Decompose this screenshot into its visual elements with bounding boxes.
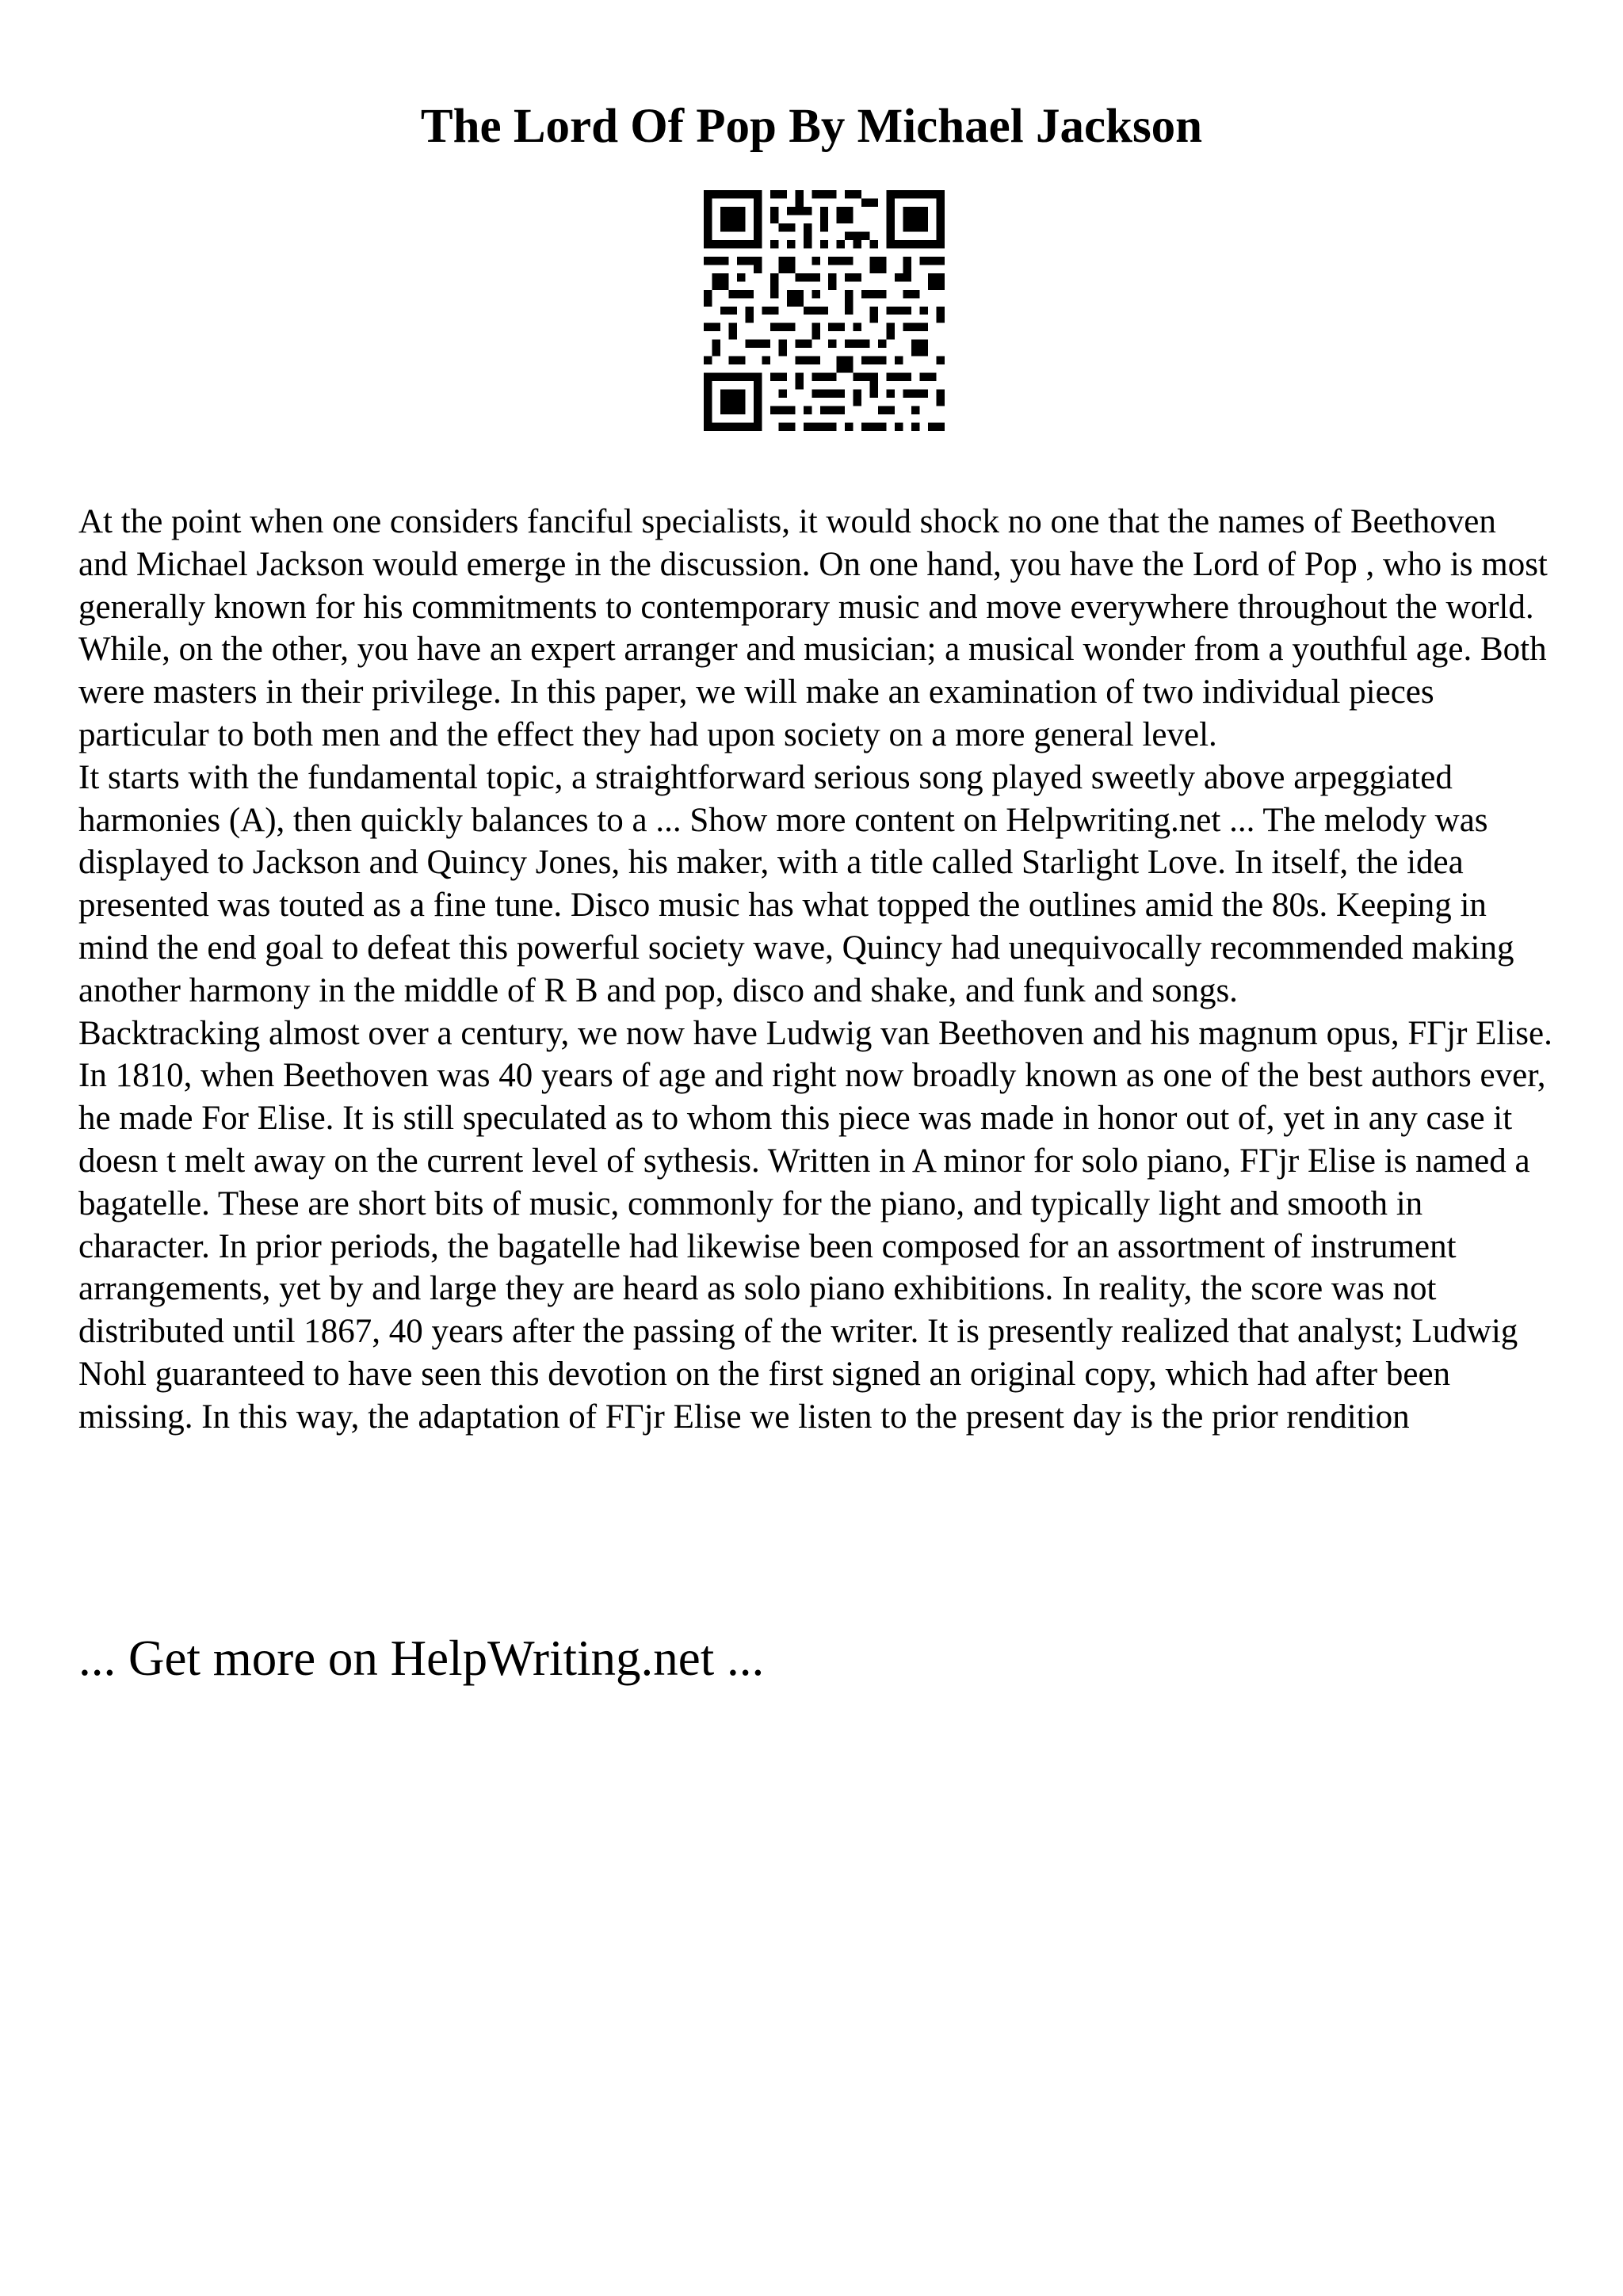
body-paragraph-2: It starts with the fundamental topic, a straightforward serious song played sweetly above arpeggiated harmonies (A), then quickly balances to a ... Show more content on Helpwriting.net ... The melody was displayed to Jackson and Quincy Jones, his maker, with a title called Starlight Love. In itself, the idea presented was touted as a fine tune. Disco music has what topped the outlines amid the 80s. Keeping in mind the end goal to defeat this powerful society wave, Quincy had unequivocally recommended making another harmony in the middle of R B and pop, disco and shake, and funk and songs. (78, 758, 1514, 1009)
body-paragraph-3: Backtracking almost over a century, we now have Ludwig van Beethoven and his magnum opus, FΓjr Elise. In 1810, when Beethoven was 40 years of age and right now broadly known as one of the best authors ever, he made For Elise. It is still speculated as to whom this piece was made in honor out of, yet in any case it doesn t melt away on the current level of sythesis. Written in A minor for solo piano, FΓjr Elise is named a bagatelle. These are short bits of music, commonly for the piano, and typically light and smooth in character. In prior periods, the bagatelle had likewise been composed for an assortment of instrument arrangements, yet by and large they are heard as solo piano exhibitions. In reality, the score was not distributed until 1867, 40 years after the passing of the writer. It is presently realized that analyst; Ludwig Nohl guaranteed to have seen this devotion on the first signed an original copy, which had after been missing. In this way, the adaptation of FΓjr Elise we listen to the present day is the prior rendition (78, 1014, 1552, 1436)
qr-code-icon (704, 190, 945, 431)
document-title: The Lord Of Pop By Michael Jackson (420, 100, 1203, 153)
get-more-link[interactable]: ... Get more on HelpWriting.net ... (78, 1630, 765, 1686)
body-paragraph-1: At the point when one considers fanciful specialists, it would shock no one that the names of Beethoven and Michael Jackson would emerge in the discussion. On one hand, you have the Lord of Pop , who is most generally known for his commitments to contemporary music and move everywhere throughout the world. While, on the other, you have an expert arranger and musician; a musical wonder from a youthful age. Both were masters in their privilege. In this paper, we will make an examination of two individual pieces particular to both men and the effect they had upon society on a more general level. (78, 503, 1548, 753)
document-body (78, 501, 1552, 1439)
